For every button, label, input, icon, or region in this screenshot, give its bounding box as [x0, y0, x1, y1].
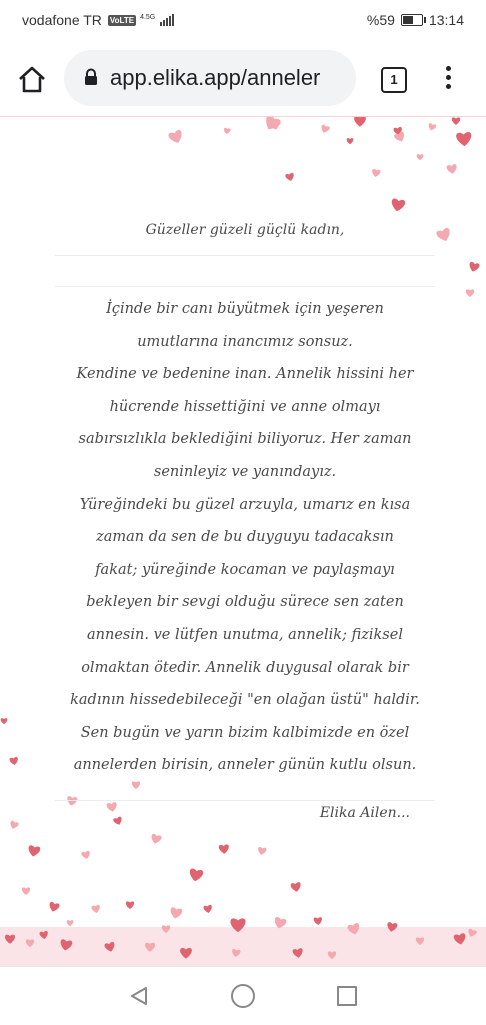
- heart-icon: [347, 138, 354, 144]
- heart-icon: [290, 882, 302, 893]
- bottom-pink-band: [0, 927, 486, 967]
- letter-line: Kendine ve bedenine inan. Annelik hissini her: [76, 366, 414, 383]
- heart-icon: [203, 905, 213, 914]
- letter-greeting: Güzeller güzeli güçlü kadın,: [145, 222, 345, 238]
- heart-icon: [257, 847, 267, 856]
- heart-icon: [393, 127, 403, 136]
- home-icon: [16, 64, 48, 96]
- clock: 13:14: [428, 12, 464, 28]
- heart-icon: [91, 905, 101, 914]
- letter-signature: Elika Ailen...: [319, 805, 410, 821]
- signal-icon: [160, 14, 174, 26]
- heart-icon: [452, 117, 460, 125]
- letter-line: seninleyiz ve yanındayız.: [153, 463, 337, 480]
- heart-icon: [262, 117, 282, 133]
- heart-icon: [22, 887, 30, 895]
- letter-line: annesin. ve lütfen unutma, annelik; fiziksel: [87, 626, 403, 643]
- nav-recents-icon[interactable]: [337, 986, 357, 1006]
- battery-level: [403, 16, 413, 24]
- divider: [55, 286, 435, 287]
- heart-icon: [269, 119, 281, 130]
- letter-line: bekleyen bir sevgi olduğu sürece sen zaten: [86, 594, 404, 611]
- letter-body: [30, 293, 460, 782]
- heart-icon: [67, 920, 74, 926]
- heart-icon: [219, 844, 230, 854]
- address-bar[interactable]: [64, 50, 356, 106]
- letter-line: İçinde bir canı büyütmek için yeşeren: [106, 301, 384, 317]
- letter-line: zaman da sen de bu duyguyu tadacaksın: [96, 529, 394, 546]
- heart-icon: [354, 117, 366, 127]
- letter-line: umutlarına inancımız sonsuz.: [137, 333, 353, 350]
- heart-icon: [456, 132, 472, 147]
- heart-icon: [313, 917, 322, 925]
- battery-percent: %59: [366, 12, 395, 28]
- heart-icon: [371, 169, 381, 178]
- heart-icon: [417, 154, 424, 160]
- heart-icon: [9, 757, 19, 766]
- letter-line: fakat; yüreğinde kocaman ve paylaşmayı: [95, 561, 395, 578]
- nav-home-icon[interactable]: [231, 984, 255, 1008]
- lock-icon: [84, 68, 98, 86]
- system-nav-bar: [0, 966, 486, 1025]
- network-type: 4.5G: [140, 13, 156, 21]
- status-bar: [0, 0, 486, 40]
- heart-icon: [468, 261, 480, 272]
- letter-line: Yüreğindeki bu güzel arzuyla, umarız en kısa: [79, 496, 411, 513]
- tab-switcher-button[interactable]: [381, 67, 407, 93]
- letter-line: annelerden birisin, anneler günün kutlu olsun.: [73, 757, 417, 774]
- nav-back-icon[interactable]: [128, 985, 150, 1007]
- heart-icon: [285, 172, 295, 182]
- letter-line: Sen bugün ve yarın bizim kalbimizde en özel: [80, 724, 410, 741]
- url-text: app.elika.app/anneler: [110, 65, 321, 90]
- heart-icon: [427, 123, 436, 132]
- letter-line: hücrende hissettiğini ve anne olmayı: [109, 398, 381, 415]
- tab-count: 1: [390, 72, 398, 87]
- heart-icon: [27, 845, 40, 858]
- status-left: [22, 12, 174, 28]
- heart-icon: [169, 907, 182, 920]
- home-button[interactable]: [16, 64, 48, 96]
- carrier-name: vodafone TR: [22, 12, 102, 28]
- volte-badge: VoLTE: [109, 15, 135, 25]
- heart-icon: [188, 868, 203, 882]
- heart-icon: [394, 131, 407, 144]
- heart-icon: [223, 128, 231, 135]
- status-right: [367, 12, 464, 28]
- more-vert-icon[interactable]: [440, 66, 456, 92]
- heart-icon: [113, 816, 124, 826]
- heart-icon: [150, 833, 162, 844]
- divider: [55, 800, 435, 801]
- heart-icon: [126, 901, 134, 909]
- letter-line: sabırsızlıkla beklediğini biliyoruz. Her zaman: [78, 431, 412, 448]
- heart-icon: [9, 820, 20, 830]
- divider: [55, 255, 435, 256]
- heart-icon: [320, 124, 331, 134]
- heart-icon: [446, 164, 458, 175]
- heart-icon: [466, 289, 474, 297]
- heart-icon: [1, 718, 8, 724]
- battery-icon: [401, 14, 423, 26]
- letter-line: olmaktan ötedir. Annelik duygusal olarak bir: [81, 659, 409, 676]
- heart-icon: [81, 850, 91, 860]
- letter-card: [30, 207, 460, 809]
- heart-icon: [168, 129, 185, 145]
- letter-line: kadının hissedebileceği "en olağan üstü" haldir.: [70, 692, 420, 709]
- heart-icon: [48, 901, 60, 912]
- browser-toolbar: [0, 40, 486, 116]
- web-page: [0, 116, 486, 967]
